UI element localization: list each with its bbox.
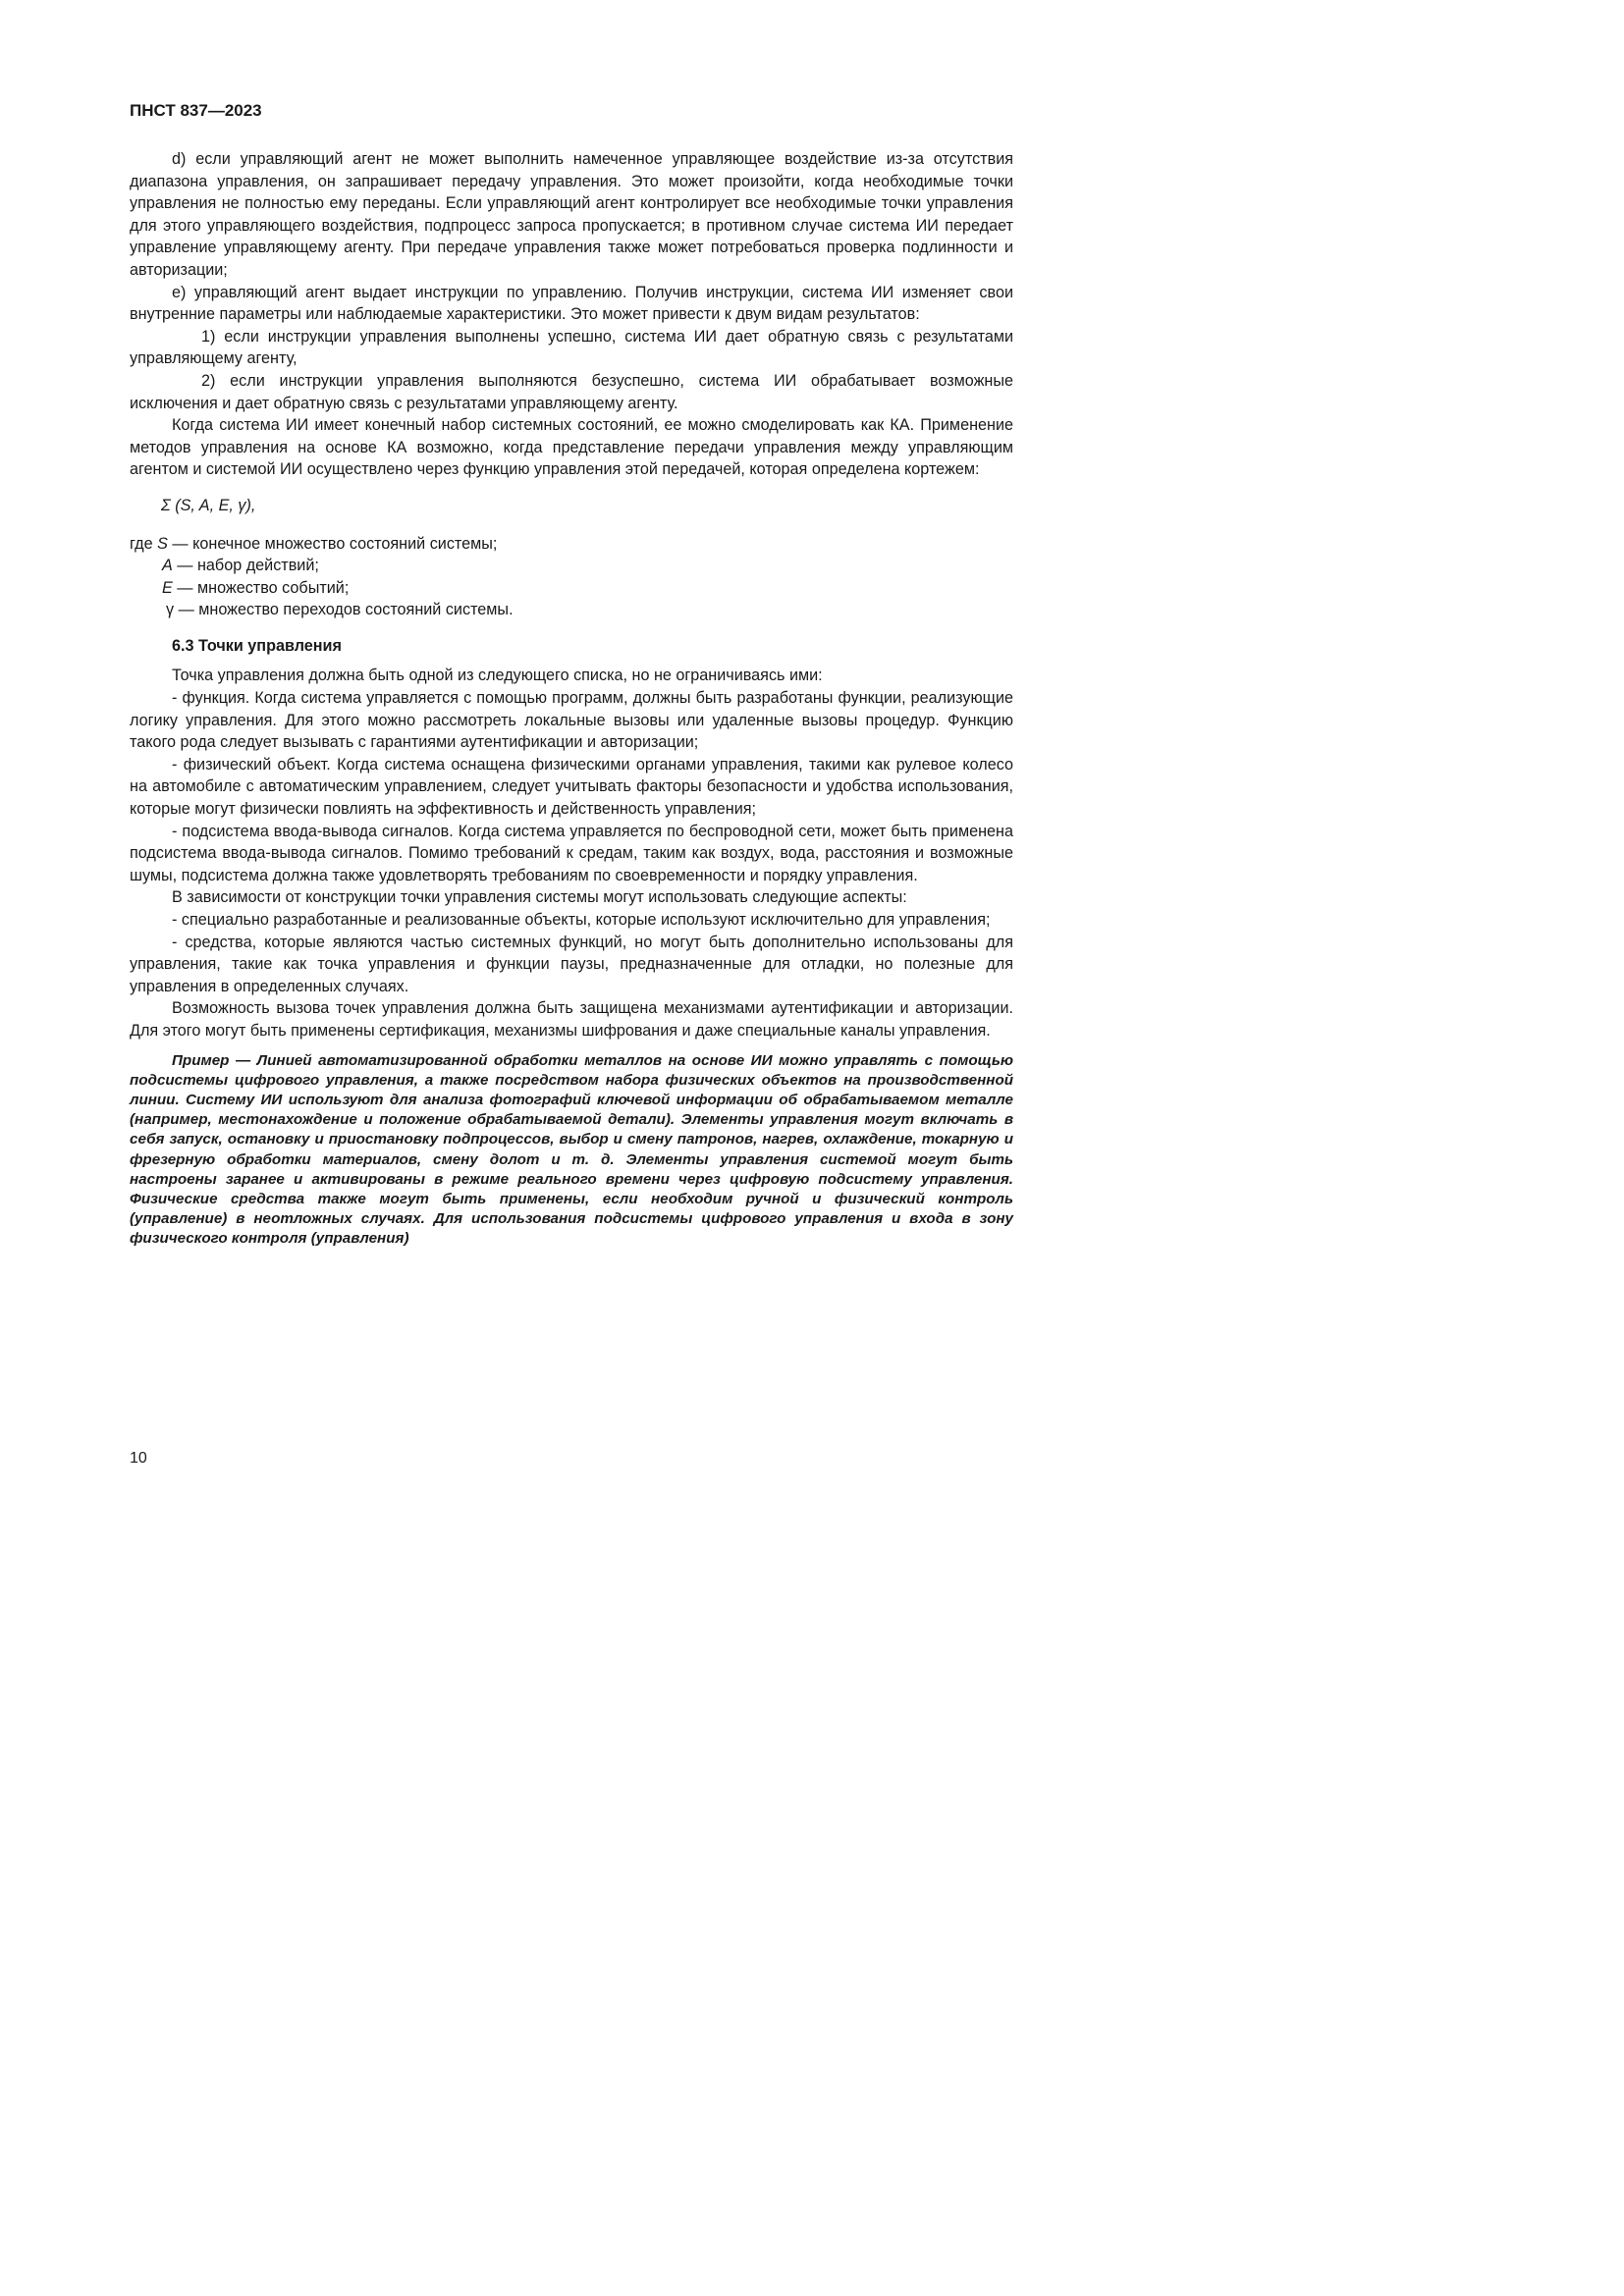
paragraph-e-1: 1) если инструкции управления выполнены успешно, система ИИ дает обратную связь с результатами управляющему агенту, [130,327,1013,368]
where-text: — конечное множество состояний системы; [167,534,498,553]
section-paragraph: Точка управления должна быть одной из следующего списка, но не ограничиваясь ими: [172,667,823,685]
paragraph-e: е) управляющий агент выдает инструкции по управлению. Получив инструкции, система ИИ изменяет свои внутренние параметры или наблюдаемые характеристики. Это может привести к двум видам результатов: [130,283,1013,324]
where-item-s [130,533,1013,556]
where-text: — множество событий; [172,578,350,597]
section-paragraph: - функция. Когда система управляется с помощью программ, должны быть разработаны функции, реализующие логику управления. Для этого можно рассмотреть локальные вызовы или удаленные вызовы процедур. Функцию такого рода следует вызывать с гарантиями аутентификации и авторизации; [130,689,1013,752]
where-prefix: где [130,534,153,553]
formula-tuple: Σ (S, A, E, γ), [161,496,256,514]
where-list [130,533,1013,621]
section-paragraph: - физический объект. Когда система оснащена физическими органами управления, такими как рулевое колесо на автомобиле с автоматическим управлением, следует учитывать факторы безопасности и удобства использования, которые могут физически повлиять на эффективность и действенность управления; [130,755,1013,819]
section-paragraph: - подсистема ввода-вывода сигналов. Когда система управляется по беспроводной сети, может быть применена подсистема ввода-вывода сигналов. Помимо требований к средам, таким как воздух, вода, расстояния и возможные шумы, подсистема должна также удовлетворять требованиям по своевременности и порядку управления. [130,822,1013,884]
paragraph-fsm: Когда система ИИ имеет конечный набор системных состояний, ее можно смоделировать как КА. Применение методов управления на основе КА возможно, когда представление передачи управления между управляющим агентом и системой ИИ осуществлено через функцию управления этой передачей, которая определена кортежем: [130,416,1013,479]
example-note: Пример — Линией автоматизированной обработки металлов на основе ИИ можно управлять с помощью подсистемы цифрового управления, а также посредством набора физических объектов на производственной линии. Систему ИИ используют для анализа фотографий ключевой информации об обрабатываемом металле (например, местонахождение и положение обрабатываемой детали). Элементы управления могут включать в себя запуск, остановку и приостановку подпроцессов, выбор и смену патронов, нагрев, охлаждение, токарную и фрезерную обработки материалов, смену долот и т. д. Элементы управления системой могут быть настроены заранее и активированы в режиме реального времени через цифровую подсистему управления. Физические средства также могут быть применены, если необходим ручной и физический контроль (управление) в неотложных случаях. Для использования подсистемы цифрового управления и входа в зону физического контроля (управления) [130,1051,1013,1248]
where-item-gamma [130,599,1013,621]
where-text: — набор действий; [172,557,319,575]
document-body [130,148,1013,1250]
section-paragraph: В зависимости от конструкции точки управления системы могут использовать следующие аспекты: [172,888,907,907]
where-symbol: A [162,557,173,575]
paragraph-d: d) если управляющий агент не может выполнить намеченное управляющее воздействие из-за отсутствия диапазона управления, он запрашивает передачу управления. Это может произойти, когда необходимые точки управления не полностью ему переданы. Если управляющий агент контролирует все необходимые точки управления для этого управляющего воздействия, подпроцесс запроса пропускается; в противном случае система ИИ передает управление управляющему агенту. При передаче управления также может потребоваться проверка подлинности и авторизации; [130,150,1013,279]
section-paragraph: Возможность вызова точек управления должна быть защищена механизмами аутентификации и авторизации. Для этого могут быть применены сертификация, механизмы шифрования и даже специальные каналы управления. [130,999,1013,1040]
where-symbol: γ [166,601,175,619]
page-number: 10 [130,1450,147,1467]
paragraph-e-2: 2) если инструкции управления выполняются безуспешно, система ИИ обрабатывает возможные исключения и дает обратную связь с результатами управляющему агенту. [130,371,1013,412]
where-item-a [130,555,1013,577]
where-item-e [130,577,1013,600]
document-id-header: ПНСТ 837—2023 [130,101,262,120]
where-symbol: E [162,578,173,597]
section-paragraph: - средства, которые являются частью системных функций, но могут быть дополнительно использованы для управления, такие как точка управления и функции паузы, предназначенные для отладки, но полезные для управления в определенных случаях. [130,933,1013,995]
where-symbol: S [157,534,168,553]
section-title: 6.3 Точки управления [172,636,342,655]
section-paragraph: - специально разработанные и реализованные объекты, которые используют исключительно для управления; [172,911,991,929]
where-text: — множество переходов состояний системы. [174,601,514,619]
